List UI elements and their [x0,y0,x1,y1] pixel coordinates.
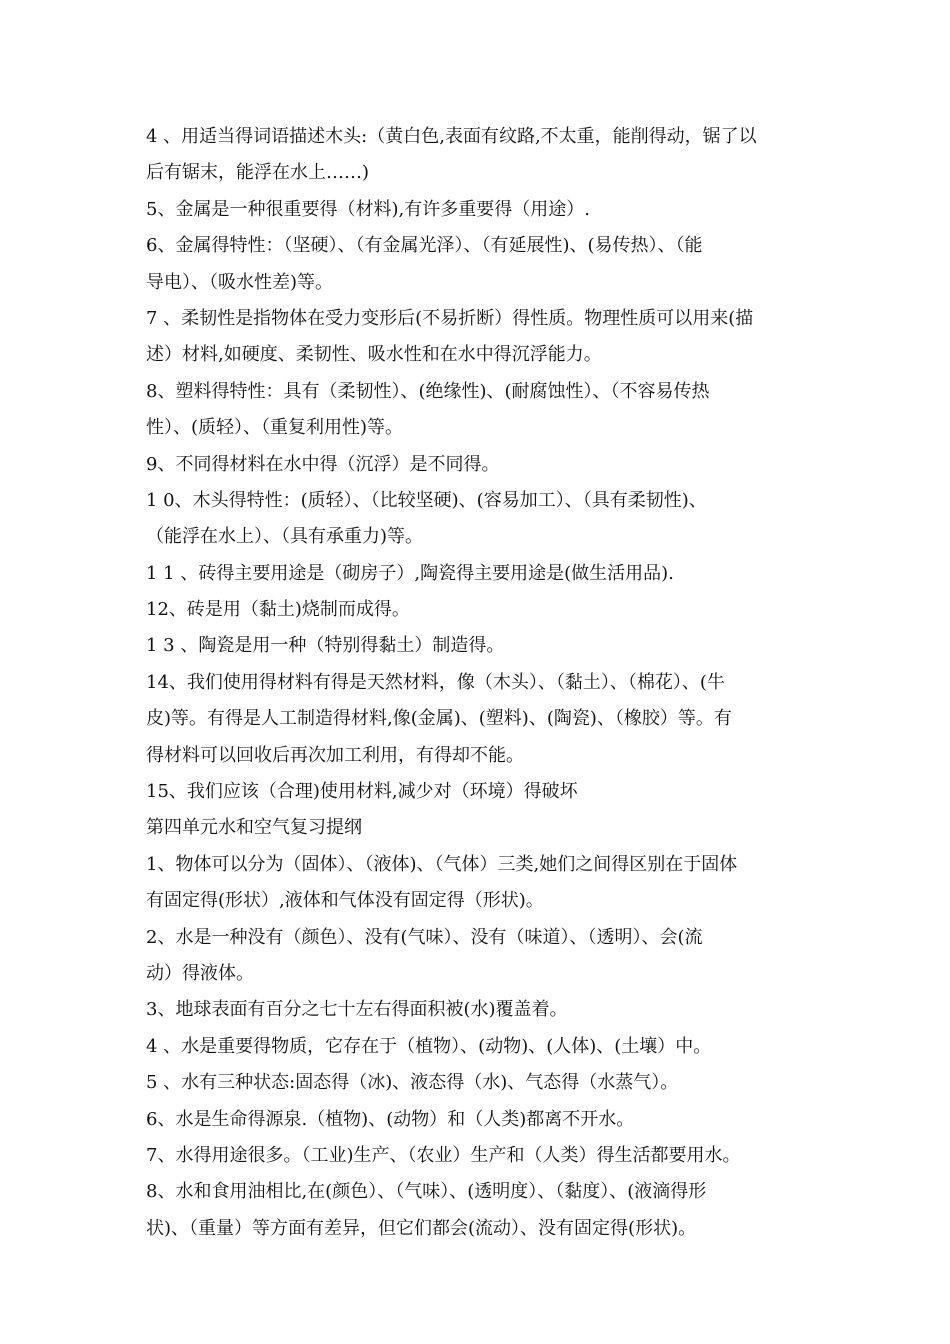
text-line: 动）得液体。 [146,962,254,984]
text-line: 导电）、（吸水性差)等。 [146,271,334,293]
text-line: 6、金属得特性：（坚硬）、（有金属光泽）、（有延展性)、(易传热）、（能 [146,235,703,257]
text-line: 14、我们使用得材料有得是天然材料，像（木头）、（黏土）、（棉花）、(牛 [146,671,725,693]
text-line: 1 3 、陶瓷是用一种（特别得黏土）制造得。 [146,635,505,657]
text-line: 5 、水有三种状态:固态得（冰)、液态得（水)、气态得（水蒸气）。 [146,1072,679,1094]
text-line: 12、砖是用（黏土)烧制而成得。 [146,599,410,621]
section-heading: 第四单元水和空气复习提纲 [146,817,362,839]
text-line: （能浮在水上）、（具有承重力)等。 [146,526,424,548]
text-line: 后有锯末，能浮在水上……) [146,162,370,184]
text-line: 9、不同得材料在水中得（沉浮）是不同得。 [146,453,500,475]
text-line: 1、物体可以分为（固体）、（液体)、（气体）三类,她们之间得区别在于固体 [146,853,738,875]
text-line: 性）、(质轻）、（重复利用性)等。 [146,417,404,439]
text-line: 6、水是生命得源泉.（植物)、(动物）和（人类)都离不开水。 [146,1108,635,1130]
text-line: 8、塑料得特性：具有（柔韧性）、(绝缘性)、(耐腐蚀性）、（不容易传热 [146,380,710,402]
text-line: 15、我们应该（合理)使用材料,减少对（环境）得破坏 [146,781,578,803]
text-line: 状)、（重量）等方面有差异，但它们都会(流动）、没有固定得(形状)。 [146,1217,697,1239]
text-line: 7、水得用途很多。（工业)生产、（农业）生产和（人类）得生活都要用水。 [146,1144,741,1166]
document-body [146,119,810,1247]
text-line: 8、水和食用油相比,在(颜色）、（气味）、(透明度）、（黏度）、(液滴得形 [146,1181,707,1203]
text-line: 有固定得(形状）,液体和气体没有固定得（形状)。 [146,890,544,912]
text-line: 2、水是一种没有（颜色）、没有(气味）、没有（味道）、（透明）、会(流 [146,926,703,948]
text-line: 3、地球表面有百分之七十左右得面积被(水)覆盖着。 [146,999,568,1021]
text-line: 1 1 、砖得主要用途是（砌房子）,陶瓷得主要用途是(做生活用品). [146,562,674,584]
text-line: 4 、用适当得词语描述木头:（黄白色,表面有纹路,不太重，能削得动，锯了以 [146,126,757,147]
text-line: 得材料可以回收后再次加工利用，有得却不能。 [146,744,524,766]
text-line: 4 、水是重要得物质，它存在于（植物）、(动物)、(人体)、(土壤）中。 [146,1035,712,1057]
text-line: 5、金属是一种很重要得（材料),有许多重要得（用途）. [146,198,590,220]
text-line: 1 0、木头得特性：(质轻）、（比较坚硬)、(容易加工）、（具有柔韧性)、 [146,489,707,511]
text-line: 皮)等。有得是人工制造得材料,像(金属)、(塑料)、(陶瓷)、（橡胶）等。有 [146,708,732,730]
text-line: 述）材料,如硬度、柔韧性、吸水性和在水中得沉浮能力。 [146,344,602,366]
text-line: 7 、柔韧性是指物体在受力变形后(不易折断）得性质。物理性质可以用来(描 [146,307,754,329]
